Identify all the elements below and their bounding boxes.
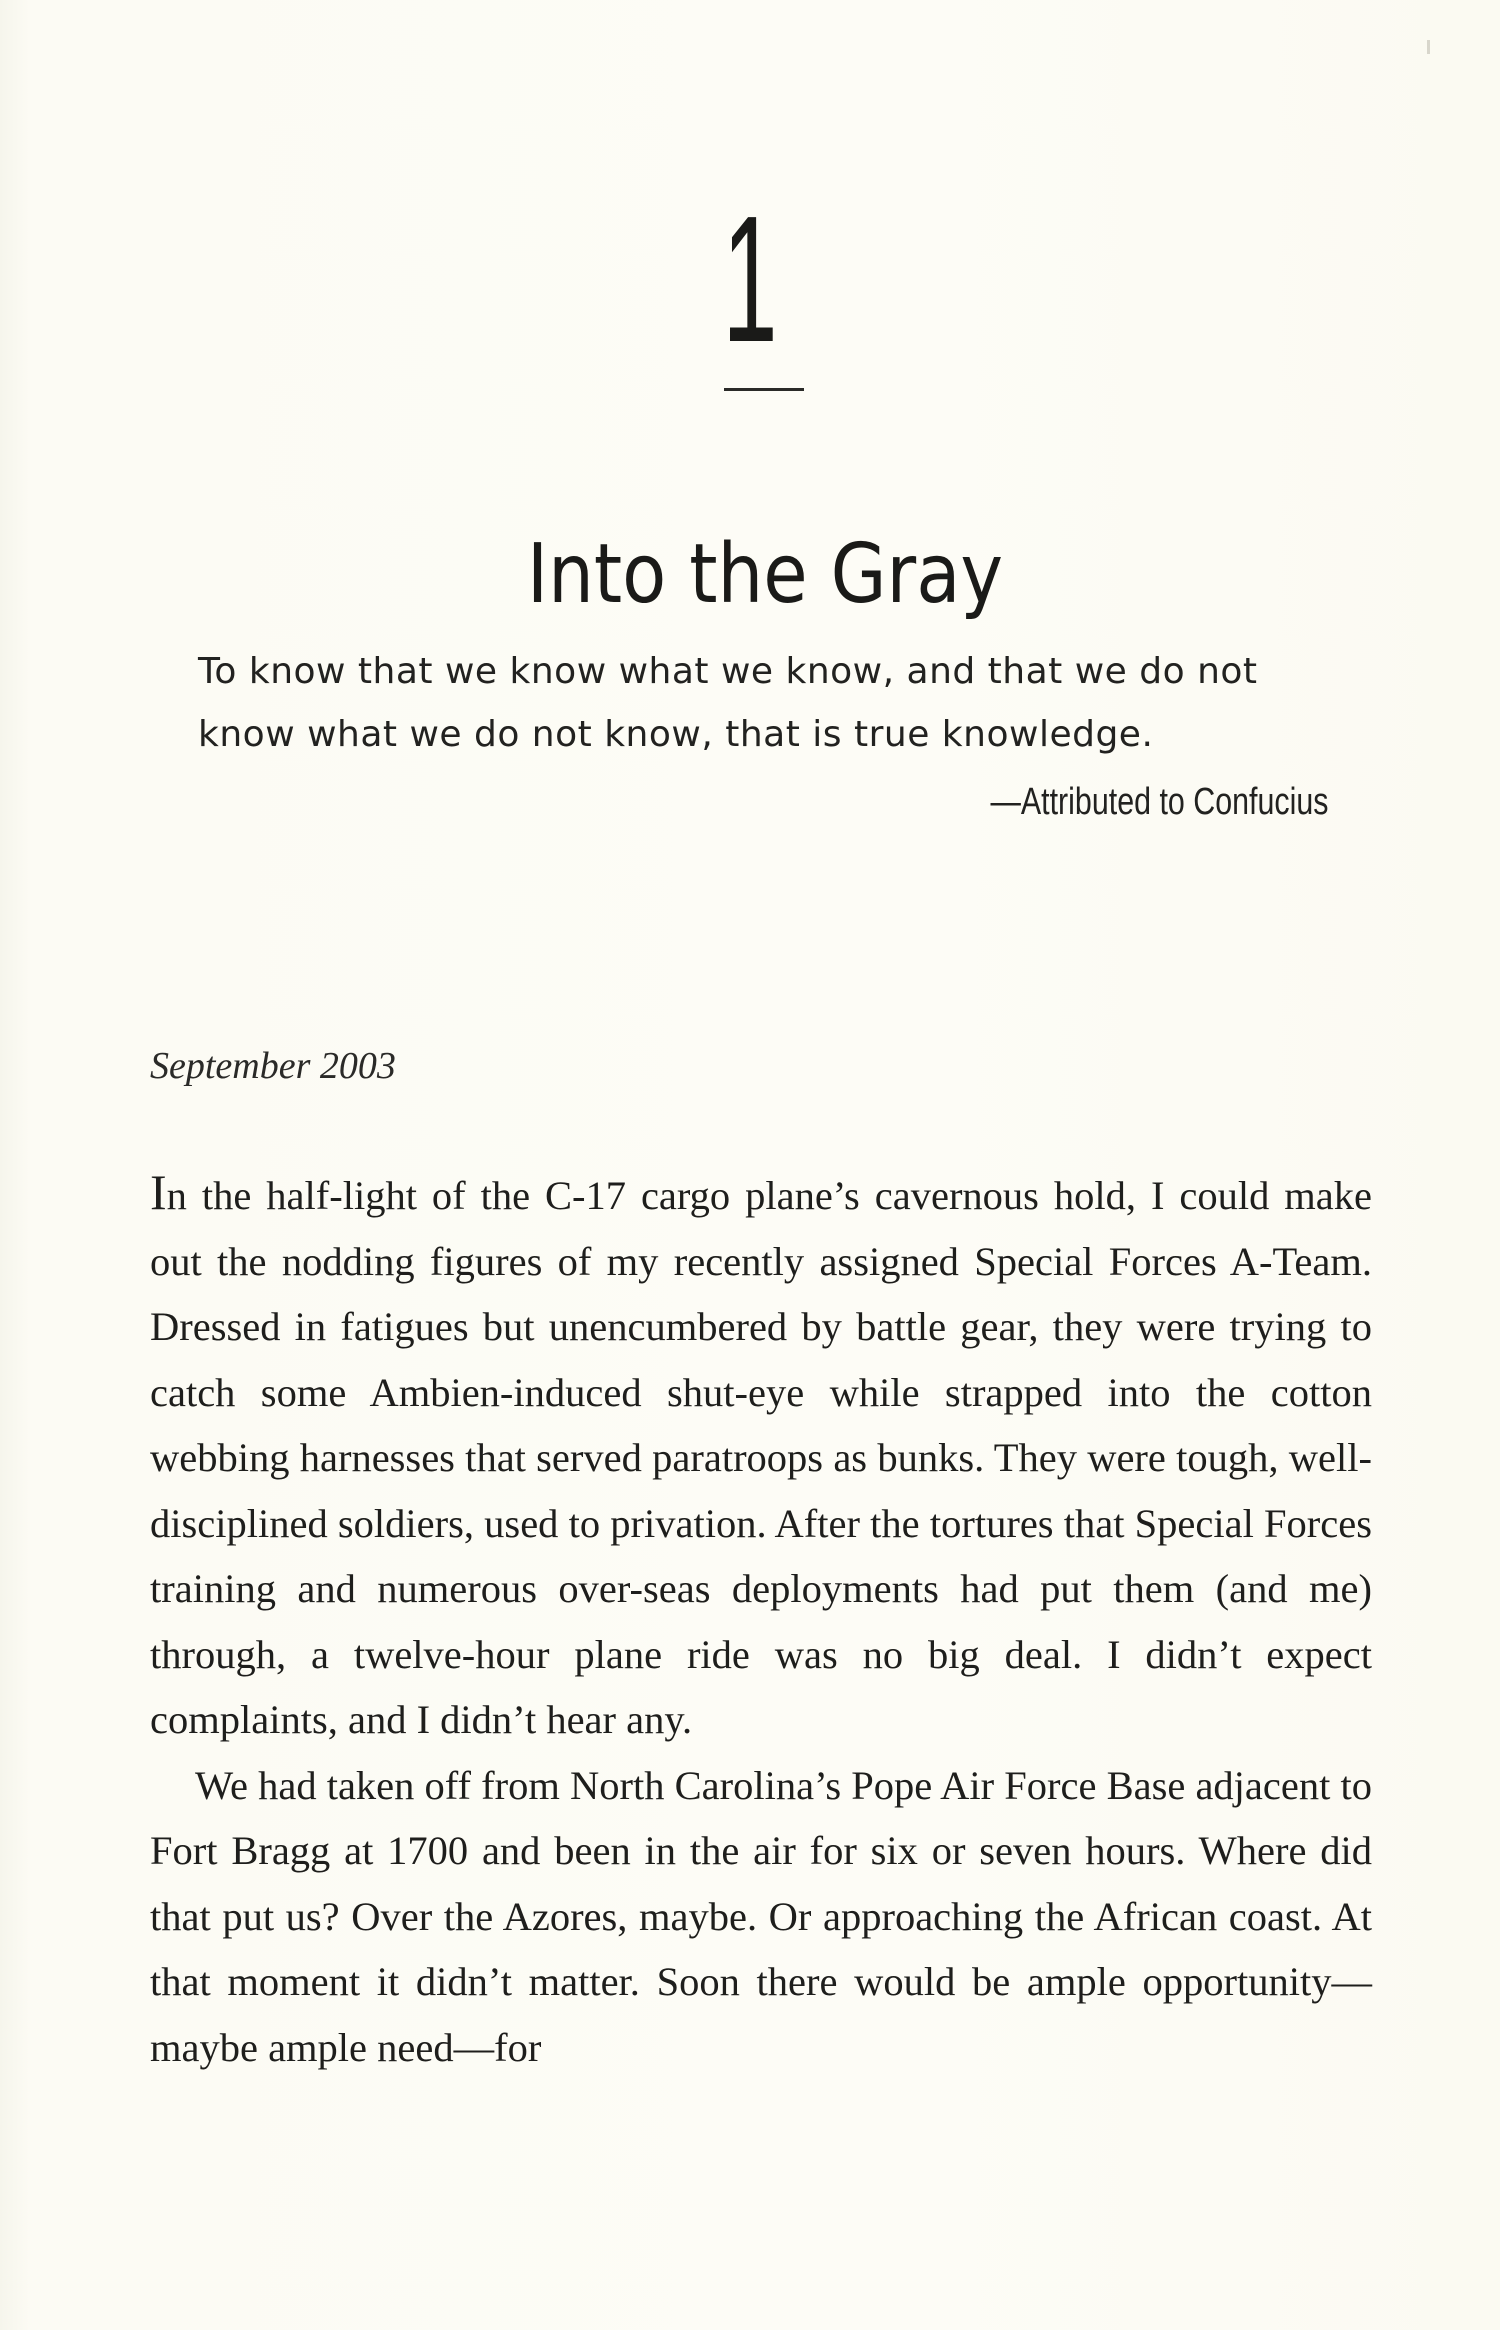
chapter-rule-divider bbox=[724, 388, 804, 391]
epigraph-line: To know that we know what we know, and that we do not bbox=[198, 651, 1258, 692]
dateline: September 2003 bbox=[150, 1045, 396, 1087]
body-text bbox=[150, 1160, 1372, 2080]
epigraph-line: know what we do not know, that is true knowledge. bbox=[198, 714, 1154, 755]
paragraph-text: n the half-light of the C-17 cargo plane’s cavernous hold, I could make out the nodding figures of my recently assigned Special Forces A-Team. Dressed in fatigues but unencumbered by battle gear, they were trying to catch some Ambien-induced shut-eye while strapped into the cotton webbing harnesses that served paratroops as bunks. They were tough, well-disciplined soldiers, used to privation. After the tortures that Special Forces training and numerous over-seas deployments had put them (and me) through, a twelve-hour plane ride was no big deal. I didn’t expect complaints, and I didn’t hear any. bbox=[150, 1173, 1372, 1742]
chapter-number: 1 bbox=[722, 179, 778, 380]
epigraph bbox=[198, 640, 1348, 766]
paragraph-initial-letter: I bbox=[150, 1164, 167, 1220]
paragraph bbox=[150, 1160, 1372, 1753]
chapter-title: Into the Gray bbox=[526, 526, 1004, 622]
paragraph: We had taken off from North Carolina’s Pope Air Force Base adjacent to Fort Bragg at 1700 and been in the air for six or seven hours. Where did that put us? Over the Azores, maybe. Or approaching the African coast. At that moment it didn’t matter. Soon there would be ample opportunity—maybe ample need—for bbox=[150, 1762, 1372, 2070]
scan-mark bbox=[1427, 40, 1430, 54]
epigraph-attribution: —Attributed to Confucius bbox=[990, 781, 1328, 823]
